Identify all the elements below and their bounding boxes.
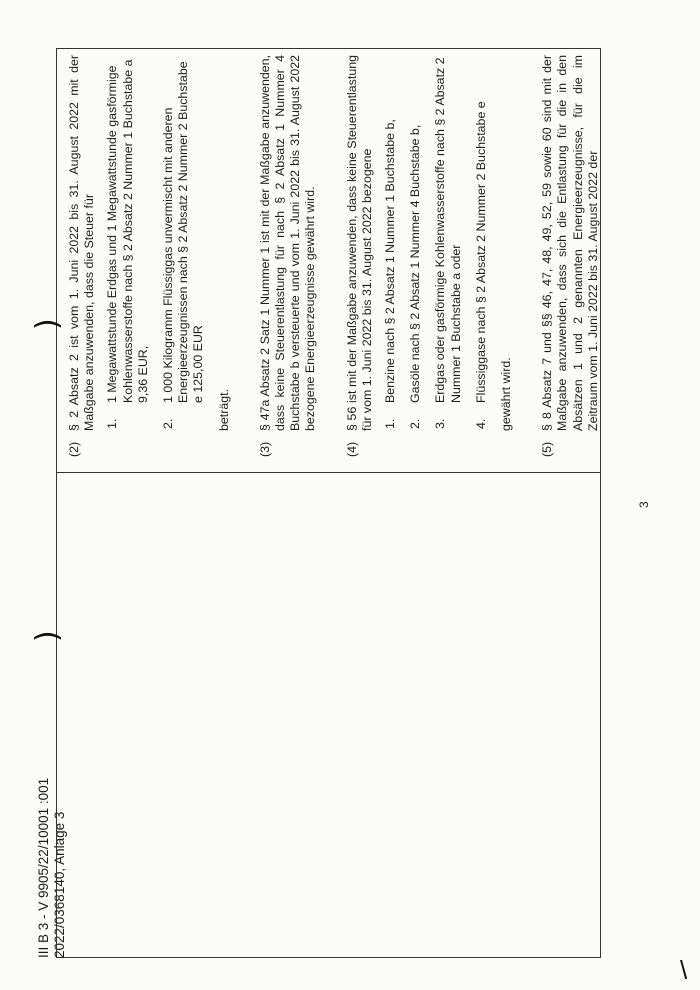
paragraph-5: [540, 55, 601, 457]
list-item: [433, 55, 463, 431]
list-item: [161, 55, 207, 431]
column-divider: [57, 472, 600, 473]
item-text: Gasöle nach § 2 Absatz 1 Nummer 4 Buchstabe b,: [408, 124, 423, 403]
paragraph-number: (3): [257, 441, 272, 457]
attachment-reference: 2022/0368140, Anlage 3: [52, 811, 67, 958]
item-text: Benzine nach § 2 Absatz 1 Nummer 1 Buchstabe b,: [383, 119, 398, 403]
paragraph-text: § 56 ist mit der Maßgabe anzuwenden, dass keine Steuerentlastung für vom 1. Juni 2022 bis 31. August 2022 bezogene: [344, 55, 374, 431]
paragraph-tail: beträgt.: [216, 388, 231, 431]
item-number: 2.: [161, 418, 176, 429]
item-list: [383, 55, 489, 431]
item-text: Erdgas oder gasförmige Kohlenwasserstoffe nach § 2 Absatz 2 Nummer 1 Buchstabe a oder: [433, 57, 463, 403]
item-number: 4.: [473, 418, 488, 429]
scan-edge-mark-icon: \: [680, 955, 688, 985]
item-text: Flüssiggase nach § 2 Absatz 2 Nummer 2 Buchstabe e: [473, 101, 488, 403]
content-table: [56, 48, 601, 958]
item-number: 1.: [383, 418, 398, 429]
item-number: 3.: [433, 418, 448, 429]
punch-hole-mark-icon: ): [30, 630, 65, 642]
paragraph-2: [67, 55, 232, 457]
item-number: 1.: [105, 418, 120, 429]
paragraph-text: § 2 Absatz 2 ist vom 1. Juni 2022 bis 31. August 2022 mit der Maßgabe anzuwenden, dass die Steuer für: [67, 55, 97, 431]
paragraph-text: § 47a Absatz 2 Satz 1 Nummer 1 ist mit der Maßgabe anzuwenden, dass keine Steuerentlastung für nach § 2 Absatz 1 Nummer 4 Buchstabe b versteuerte und vom 1. Juni 2022 bis 31. August 2022 bezogene Energieerzeugnisse gewährt wird.: [257, 55, 318, 431]
paragraph-4: [345, 55, 515, 457]
list-item: [105, 55, 151, 431]
text-column: [67, 55, 627, 457]
list-item: [408, 55, 423, 431]
paragraph-number: (2): [67, 441, 81, 457]
list-item: [383, 55, 398, 431]
page-number: 3: [637, 501, 651, 508]
item-number: 2.: [408, 418, 423, 429]
paragraph-3: [258, 55, 319, 457]
paragraph-text: § 8 Absatz 7 und §§ 46, 47, 48, 49, 52, 59 sowie 60 sind mit der Maßgabe anzuwenden, dass sich die Entlastung für die in den Absätzen 1 und 2 genannten Energieerzeugnisse, für die im Zeitraum vom 1. Juni 2022 bis 31. August 2022 der: [540, 55, 600, 431]
paragraph-number: (4): [344, 441, 359, 457]
paragraph-tail: gewährt wird.: [499, 357, 514, 431]
file-reference: III B 3 - V 9905/22/10001 :001: [36, 777, 51, 958]
list-item: [474, 55, 489, 431]
item-text: 1 000 Kilogramm Flüssiggas unvermischt mit anderen Energieerzeugnissen nach § 2 Absatz 2 Nummer 2 Buchstabe e 125,00 EUR: [161, 61, 206, 403]
item-text: 1 Megawattstunde Erdgas und 1 Megawattstunde gasförmige Kohlenwasserstoffe nach § 2 Absatz 2 Nummer 1 Buchstabe a 9,36 EUR,: [105, 59, 150, 403]
item-list: [105, 55, 206, 431]
paragraph-number: (5): [540, 441, 555, 457]
punch-hole-mark-icon: ): [30, 318, 65, 330]
